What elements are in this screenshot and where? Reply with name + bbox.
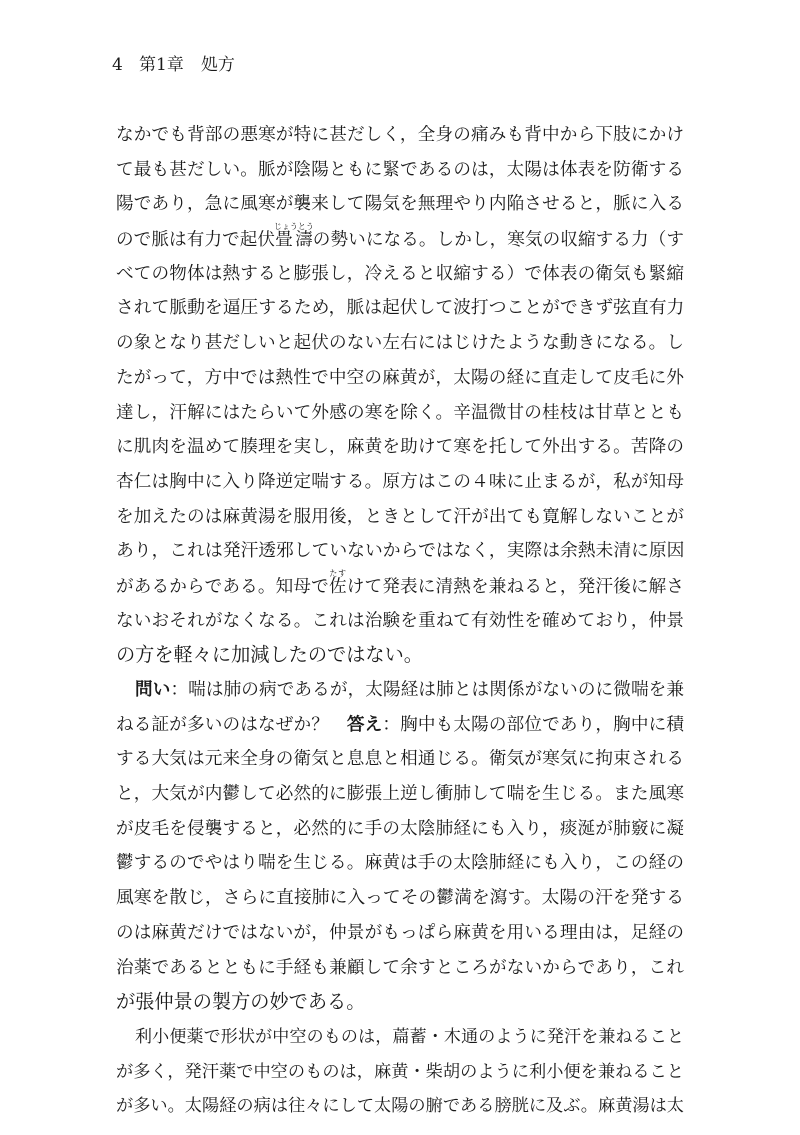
- text-line: が多い。太陽経の病は往々にして太陽の腑である膀胱に及ぶ。麻黄湯は太: [116, 1096, 684, 1117]
- text-segment: けて発表に清熱を兼ねると，発汗後に解さ: [346, 576, 684, 597]
- text-line: 達し，汗解にはたらいて外感の寒を除く。辛温微甘の桂枝は甘草ととも: [116, 402, 684, 423]
- text-line: に肌肉を温めて腠理を実し，麻黄を助けて寒を托して外出する。苦降の: [116, 437, 684, 458]
- ruby-base: 佐: [328, 576, 347, 597]
- text-line: を加えたのは麻黄湯を服用後，ときとして汗が出ても寛解しないことが: [116, 506, 684, 527]
- text-line: あり，これは発汗透邪していないからではなく，実際は余熱未清に原因: [116, 540, 685, 562]
- text-line: たがって，方中では熱性で中空の麻黄が，太陽の経に直走して皮毛に外: [116, 367, 684, 388]
- text-line: べての物体は熱すると膨張し，冷えると収縮する）で体表の衛気も緊縮: [116, 263, 684, 284]
- text-line: が皮毛を侵襲すると，必然的に手の太陰肺経にも入り，痰涎が肺竅に凝: [116, 818, 684, 839]
- text-line: [116, 222, 684, 257]
- text-line: 杏仁は胸中に入り降逆定喘する。原方はこの４味に止まるが，私が知母: [116, 471, 684, 492]
- page-header: [112, 54, 235, 76]
- text-segment: の勢いになる。しかし，寒気の収縮する力（す: [312, 230, 684, 251]
- text-segment: ので脈は有力で起伏: [116, 230, 276, 251]
- question-line: [116, 673, 684, 708]
- question-label: 問い: [135, 680, 171, 700]
- text-line: て最も甚だしい。脈が陰陽ともに緊であるのは，太陽は体表を防衛する: [116, 159, 684, 180]
- text-line: の方を軽々に加減したのではない。: [116, 643, 423, 667]
- text-line: ないおそれがなくなる。これは治験を重ねて有効性を確めており，仲景: [116, 610, 684, 631]
- ruby-reading: たす: [328, 568, 347, 578]
- text-line: されて脈動を逼圧するため，脈は起伏して波打つことができず弦直有力: [116, 297, 685, 319]
- text-line: 治薬であるとともに手経も兼顧して余すところがないからであり，これ: [116, 957, 684, 978]
- text-segment: ：喘は肺の病であるが，太陽経は肺とは関係がないのに微喘を兼: [170, 680, 684, 700]
- text-line: 鬱するのでやはり喘を生じる。麻黄は手の太陰肺経にも入り，この経の: [116, 853, 684, 874]
- ruby-reading: じょうとう: [273, 222, 314, 232]
- text-line: なかでも背部の悪寒が特に甚だしく，全身の痛みも背中から下肢にかけ: [116, 125, 684, 145]
- ruby-annotation: [328, 568, 347, 597]
- text-line: [116, 569, 684, 604]
- body-text: [116, 118, 684, 1124]
- text-line: 陽であり，急に風寒が襲来して陽気を無理やり内陥させると，脈に入る: [116, 194, 684, 215]
- text-line: が張仲景の製方の妙である。: [116, 990, 366, 1014]
- text-line: 風寒を散じ，さらに直接肺に入ってその鬱満を瀉す。太陽の汗を発する: [116, 887, 684, 909]
- text-segment: があるからである。知母で: [116, 576, 329, 597]
- text-segment: ねる証が多いのはなぜか？: [116, 714, 347, 735]
- ruby-annotation: [273, 222, 314, 251]
- ruby-base: 畳濤: [273, 230, 314, 251]
- chapter-title: 第1章 処方: [139, 55, 235, 75]
- text-line: の象となり甚だしいと起伏のない左右にはじけたような動きになる。し: [116, 333, 684, 354]
- answer-line: [116, 708, 684, 743]
- paragraph-start-line: 利小便薬で形状が中空のものは，萹蓄・木通のように発汗を兼ねること: [135, 1026, 684, 1047]
- page-number: 4: [112, 55, 123, 75]
- text-line: と，大気が内鬱して必然的に膨張上逆し衝肺して喘を生じる。また風寒: [116, 784, 684, 805]
- text-line: のは麻黄だけではないが，仲景がもっぱら麻黄を用いる理由は，足経の: [116, 922, 684, 943]
- answer-label: 答え: [346, 714, 383, 735]
- text-line: する大気は元来全身の衛気と息息と相通じる。衛気が寒気に拘束される: [116, 749, 684, 770]
- text-line: が多く，発汗薬で中空のものは，麻黄・柴胡のように利小便を兼ねること: [116, 1061, 684, 1082]
- text-segment: ：胸中も太陽の部位であり，胸中に積: [382, 714, 684, 735]
